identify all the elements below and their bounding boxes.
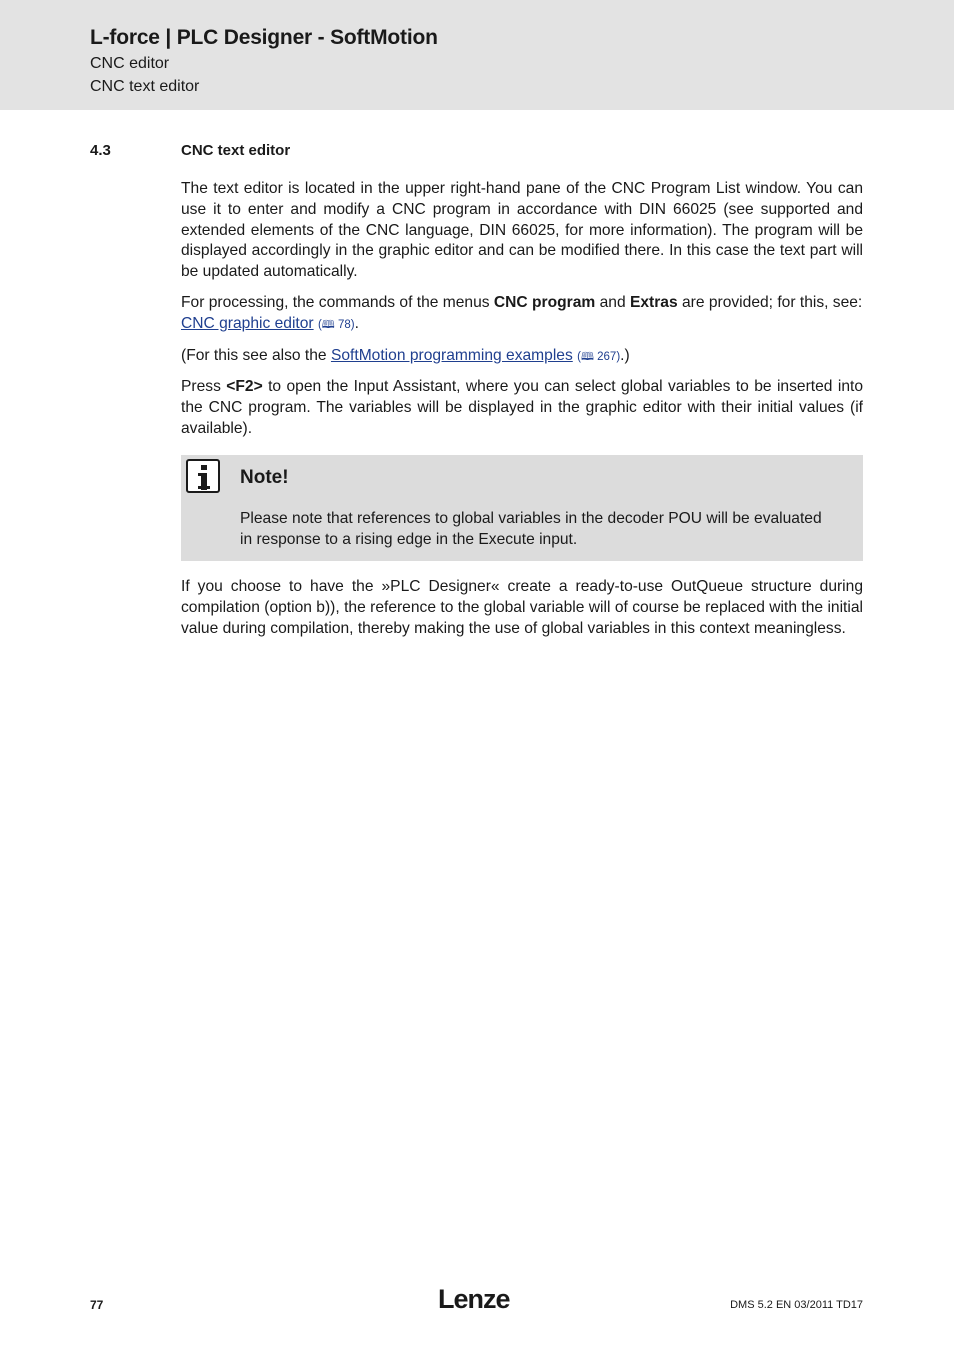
secondary-content xyxy=(181,577,863,639)
ref-paren: ( xyxy=(577,350,581,363)
text-span: to open the Input Assistant, where you can select global variables to be inserted into the CNC program. The variables will be displayed in the graphic editor with their initial values (if available). xyxy=(181,378,863,437)
page-header xyxy=(0,0,954,110)
document-title: L-force | PLC Designer - SoftMotion xyxy=(90,26,438,49)
menu-name-cnc-program: CNC program xyxy=(493,293,596,311)
breadcrumb-section: CNC text editor xyxy=(90,78,200,95)
text-span: . xyxy=(354,314,359,332)
lenze-logo: Lenze xyxy=(438,1284,510,1314)
menu-name-extras: Extras xyxy=(629,293,678,311)
text-span: and xyxy=(595,293,630,311)
note-title: Note! xyxy=(240,467,289,488)
paragraph-commands xyxy=(181,293,863,336)
paragraph-intro: The text editor is located in the upper right-hand pane of the CNC Program List window. You can use it to enter and modify a CNC program in accordance with DIN 66025 (see supported and extended elements of the CNC language, DIN 66025, for more information). The program will be displayed accordingly in the graphic editor and can be modified there. In this case the text part will be updated automatically. xyxy=(181,180,863,281)
ref-paren: ( xyxy=(317,318,322,331)
breadcrumb-chapter: CNC editor xyxy=(90,55,170,72)
text-span: Press xyxy=(181,378,227,396)
section-title: CNC text editor xyxy=(181,142,291,159)
text-span: For processing, the commands of the menus xyxy=(181,293,494,311)
main-content xyxy=(181,179,863,450)
document-code: DMS 5.2 EN 03/2011 TD17 xyxy=(730,1299,863,1311)
paragraph-see-also xyxy=(181,346,863,368)
page-number: 77 xyxy=(90,1298,104,1312)
section-number: 4.3 xyxy=(90,142,111,159)
text-span: are provided; for this, see: xyxy=(677,293,863,311)
book-icon: 🕮 xyxy=(580,350,594,363)
ref-page-number: 267) xyxy=(593,350,621,363)
page-reference[interactable] xyxy=(577,351,620,363)
paragraph-outqueue: If you choose to have the »PLC Designer« create a ready-to-use OutQueue structure during compilation (option b)), the reference to the global variable will of course be replaced with the initial value during compilation, thereby making the use of global variables in this context meaningless. xyxy=(181,578,863,637)
link-softmotion-examples[interactable]: SoftMotion programming examples xyxy=(330,346,573,364)
text-span: (For this see also the xyxy=(181,346,331,364)
ref-page-number: 78) xyxy=(334,318,355,331)
note-text: Please note that references to global variables in the decoder POU will be evaluated in response to a rising edge in the Execute input. xyxy=(240,510,822,548)
book-icon: 🕮 xyxy=(321,318,335,331)
note-box xyxy=(181,455,863,561)
key-f2: <F2> xyxy=(226,378,263,396)
paragraph-input-assistant xyxy=(181,377,863,439)
info-icon xyxy=(186,459,220,493)
text-span: .) xyxy=(620,346,630,364)
page-reference[interactable] xyxy=(318,319,355,331)
link-cnc-graphic-editor[interactable]: CNC graphic editor xyxy=(181,314,314,332)
